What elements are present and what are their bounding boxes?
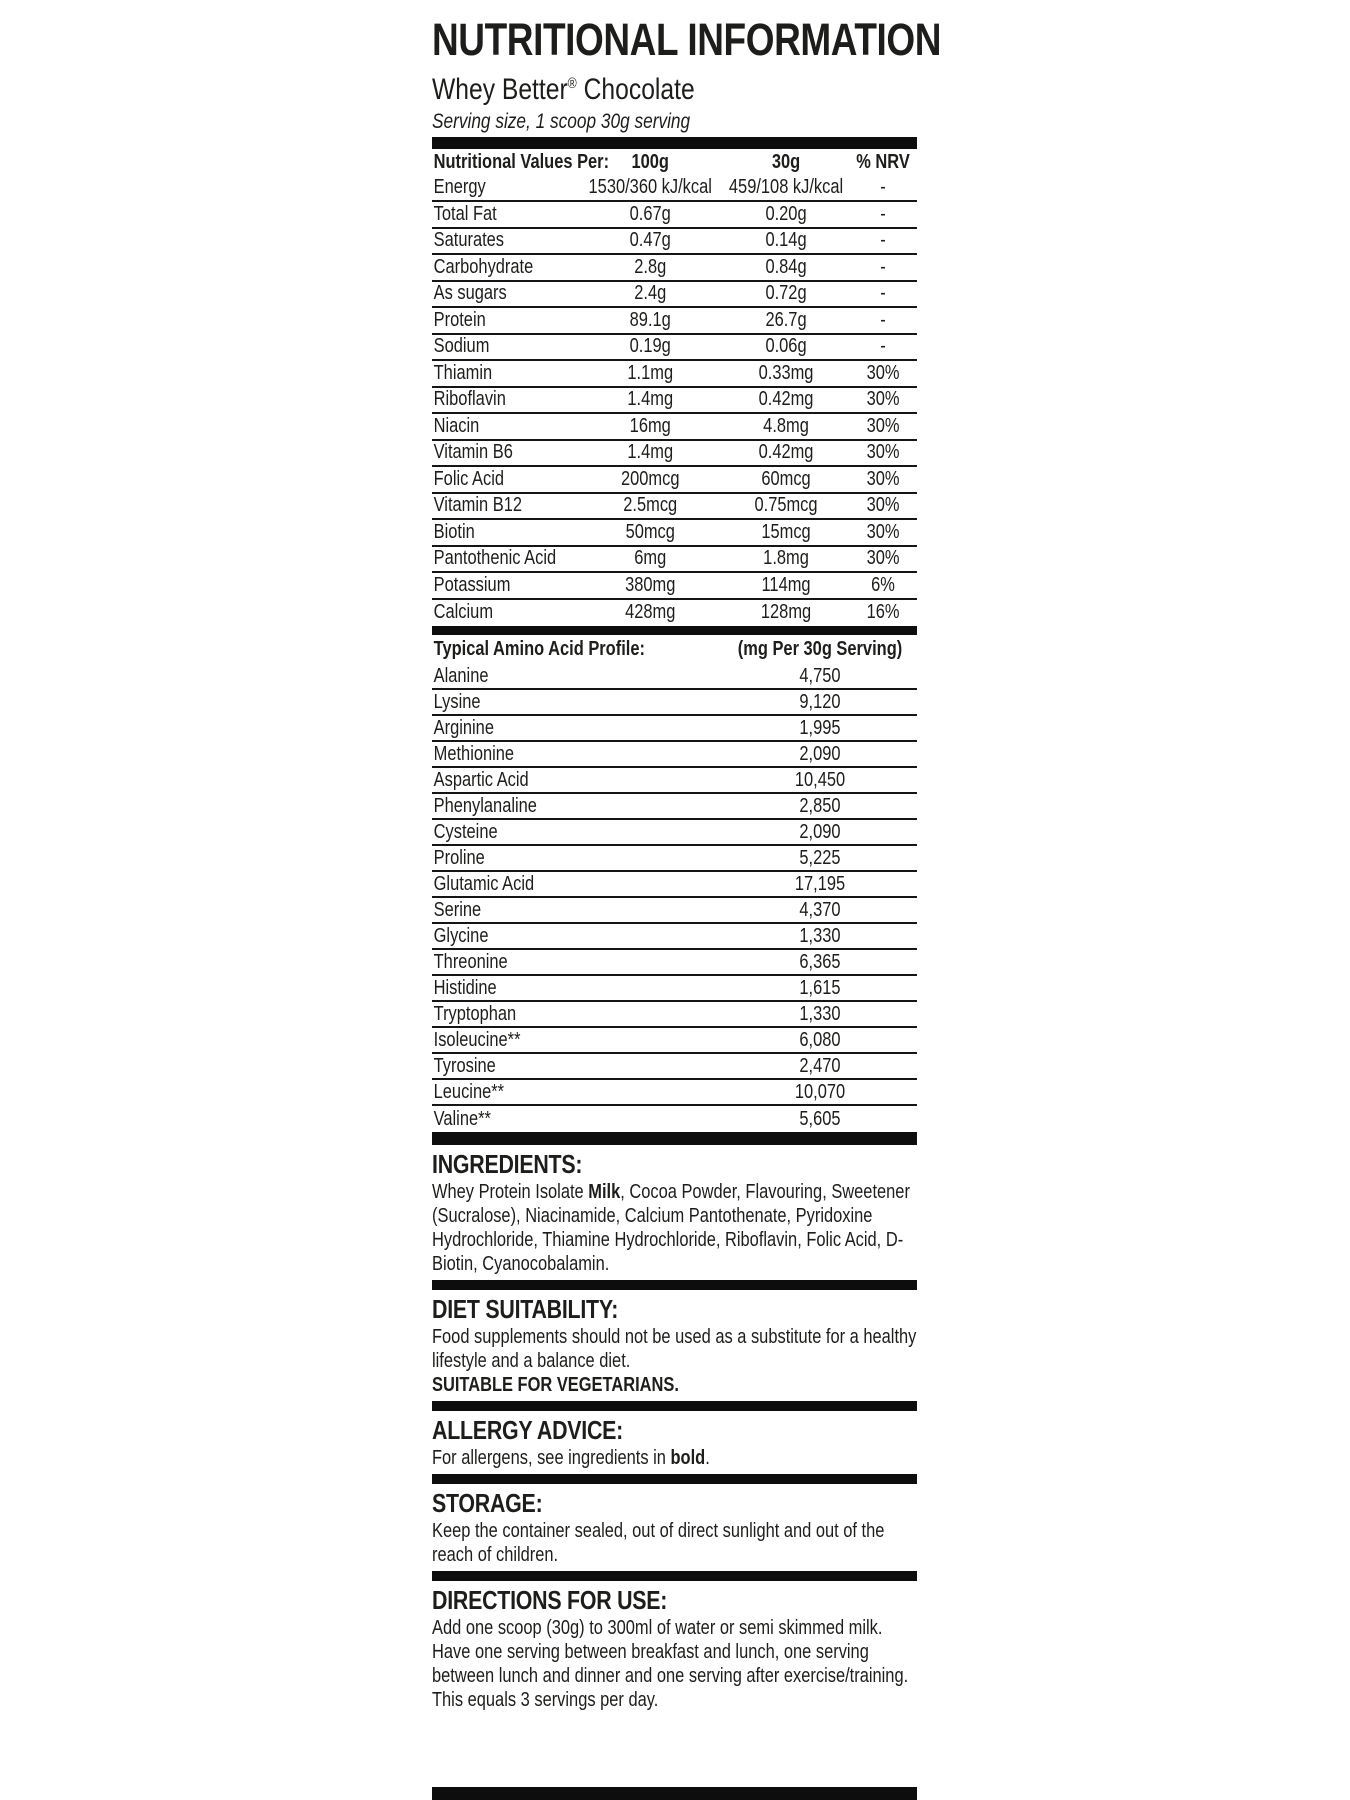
divider-bar (432, 1401, 917, 1411)
amino-acid-table (432, 635, 917, 1132)
amino-acid-row (432, 1028, 917, 1054)
per-30g-value: 60mcg (761, 467, 811, 490)
amino-acid-value: 1,330 (799, 924, 841, 947)
nrv-value: 30% (866, 441, 900, 464)
nutrition-table-rows (432, 176, 917, 627)
nutrient-label: Folic Acid (433, 467, 505, 490)
amino-acid-label: Tryptophan (433, 1002, 517, 1025)
per-30g-value: 128mg (760, 601, 812, 624)
amino-acid-value: 6,365 (799, 950, 841, 973)
per-100g-value: 89.1g (629, 308, 671, 331)
divider-bar (432, 1280, 917, 1290)
registered-mark: ® (567, 75, 577, 92)
nutrient-label: As sugars (433, 282, 507, 305)
nrv-value: - (880, 229, 886, 252)
allergy-bold-word: bold (670, 1447, 706, 1469)
nutrition-row (432, 176, 917, 203)
amino-acid-row (432, 742, 917, 768)
amino-header-label: Typical Amino Acid Profile: (433, 638, 645, 660)
nutrition-table (432, 149, 917, 626)
per-100g-value: 200mcg (620, 467, 680, 490)
amino-acid-row (432, 924, 917, 950)
nutrient-label: Vitamin B6 (433, 441, 513, 464)
nutrition-row (432, 282, 917, 309)
nrv-value: 30% (866, 467, 900, 490)
nutrient-label: Carbohydrate (433, 255, 534, 278)
allergen-bold: Milk (588, 1181, 621, 1203)
per-30g-value: 0.84g (765, 255, 807, 278)
per-30g-value: 0.06g (765, 335, 807, 358)
allergy-text-before: For allergens, see ingredients in (432, 1447, 671, 1469)
nrv-value: 30% (866, 414, 900, 437)
amino-table-rows (432, 664, 917, 1132)
nutrient-label: Pantothenic Acid (433, 547, 557, 570)
nrv-value: 30% (866, 361, 900, 384)
amino-acid-label: Valine** (433, 1107, 491, 1130)
amino-acid-row (432, 820, 917, 846)
per-30g-value: 0.14g (765, 229, 807, 252)
serving-size-note: Serving size, 1 scoop 30g serving (432, 110, 691, 133)
nutrition-row (432, 494, 917, 521)
per-100g-value: 1530/360 kJ/kcal (588, 176, 712, 199)
per-100g-value: 0.19g (629, 335, 671, 358)
storage-text: Keep the container sealed, out of direct sunlight and out of the reach of children. (432, 1520, 885, 1566)
divider-bar (432, 1474, 917, 1484)
allergy-text-after: . (705, 1447, 710, 1469)
amino-acid-label: Threonine (433, 950, 508, 973)
amino-acid-row (432, 976, 917, 1002)
nutrition-row (432, 414, 917, 441)
amino-acid-label: Cysteine (433, 820, 498, 843)
amino-acid-value: 4,750 (799, 664, 841, 687)
nutrient-label: Biotin (433, 520, 475, 543)
amino-table-header (432, 635, 917, 664)
per-100g-value: 2.8g (634, 255, 667, 278)
nutrient-label: Sodium (433, 335, 490, 358)
nrv-value: - (880, 308, 886, 331)
allergy-advice-heading: ALLERGY ADVICE: (432, 1415, 624, 1445)
divider-bar (432, 1571, 917, 1581)
divider-bar (432, 137, 917, 149)
amino-acid-value: 5,225 (799, 846, 841, 869)
amino-acid-row (432, 768, 917, 794)
amino-acid-label: Alanine (433, 664, 489, 687)
nutrition-label (432, 0, 942, 1712)
per-100g-value: 2.5mcg (623, 494, 678, 517)
nutrient-label: Protein (433, 308, 486, 331)
amino-acid-row (432, 716, 917, 742)
amino-acid-row (432, 1106, 917, 1132)
amino-acid-label: Histidine (433, 976, 497, 999)
nutrient-label: Total Fat (433, 202, 497, 225)
per-30g-value: 0.33mg (758, 361, 814, 384)
amino-acid-label: Methionine (433, 742, 515, 765)
ingredients-after-allergen: , Cocoa Powder, Flavouring, Sweetener (Sucralose), Niacinamide, Calcium Pantothenate, Pyridoxine Hydrochloride, Thiamine Hydrochloride, Riboflavin, Folic Acid, D-Biotin, Cyanocobalamin. (432, 1181, 910, 1275)
ingredients-heading: INGREDIENTS: (432, 1149, 583, 1179)
per-30g-value: 0.20g (765, 202, 807, 225)
nrv-value: - (880, 255, 886, 278)
column-header-30g: 30g (771, 150, 801, 173)
amino-acid-label: Leucine** (433, 1080, 505, 1103)
per-100g-value: 0.47g (629, 229, 671, 252)
amino-acid-label: Tyrosine (433, 1054, 496, 1077)
storage-heading: STORAGE: (432, 1488, 543, 1518)
amino-acid-label: Phenylanaline (433, 794, 537, 817)
per-100g-value: 1.4mg (627, 441, 674, 464)
per-100g-value: 1.4mg (627, 388, 674, 411)
nutrition-row (432, 335, 917, 362)
amino-acid-row (432, 846, 917, 872)
page-title: NUTRITIONAL INFORMATION (432, 14, 942, 65)
amino-acid-value: 5,605 (799, 1107, 841, 1130)
amino-acid-row (432, 690, 917, 716)
per-100g-value: 428mg (625, 601, 676, 624)
nutrition-row (432, 520, 917, 547)
amino-acid-row (432, 898, 917, 924)
amino-acid-label: Glycine (433, 924, 489, 947)
amino-acid-label: Serine (433, 898, 482, 921)
amino-acid-value: 4,370 (799, 898, 841, 921)
nutrient-label: Potassium (433, 573, 511, 596)
column-header-label: Nutritional Values Per: (433, 150, 610, 173)
amino-acid-value: 10,070 (794, 1080, 846, 1103)
per-30g-value: 459/108 kJ/kcal (728, 176, 844, 199)
nutrient-label: Thiamin (433, 361, 493, 384)
nutrition-row (432, 600, 917, 627)
column-header-nrv: % NRV (856, 150, 910, 173)
nutrient-label: Niacin (433, 414, 480, 437)
nutrition-row (432, 255, 917, 282)
divider-bar (432, 626, 917, 635)
nutrition-row (432, 467, 917, 494)
amino-acid-label: Aspartic Acid (433, 768, 529, 791)
diet-suitability-heading: DIET SUITABILITY: (432, 1294, 619, 1324)
amino-acid-value: 10,450 (794, 768, 846, 791)
per-30g-value: 26.7g (765, 308, 807, 331)
nrv-value: 30% (866, 547, 900, 570)
amino-acid-row (432, 794, 917, 820)
product-flavour: Chocolate (576, 73, 695, 106)
nrv-value: 30% (866, 494, 900, 517)
nrv-value: - (880, 202, 886, 225)
amino-acid-label: Arginine (433, 716, 494, 739)
nutrition-row (432, 308, 917, 335)
allergy-advice-text (432, 1446, 917, 1470)
per-30g-value: 4.8mg (763, 414, 809, 437)
nutrient-label: Saturates (433, 229, 505, 252)
nrv-value: 16% (866, 601, 900, 624)
nutrient-label: Energy (433, 176, 486, 199)
nutrition-row (432, 229, 917, 256)
amino-acid-label: Lysine (433, 690, 481, 713)
amino-acid-label: Glutamic Acid (433, 872, 535, 895)
per-100g-value: 380mg (625, 573, 676, 596)
ingredients-before-allergen: Whey Protein Isolate (432, 1181, 589, 1203)
ingredients-text (432, 1180, 917, 1276)
nutrient-label: Riboflavin (433, 388, 506, 411)
diet-suitability-text: Food supplements should not be used as a substitute for a healthy lifestyle and a balance diet. (432, 1326, 917, 1372)
amino-acid-label: Proline (433, 846, 485, 869)
amino-acid-value: 2,850 (799, 794, 841, 817)
amino-acid-label: Isoleucine** (433, 1028, 521, 1051)
per-30g-value: 0.75mcg (754, 494, 818, 517)
nutrition-table-header (432, 149, 917, 176)
nutrition-row (432, 573, 917, 600)
amino-acid-value: 2,090 (799, 820, 841, 843)
nutrition-row (432, 388, 917, 415)
directions-heading: DIRECTIONS FOR USE: (432, 1585, 668, 1615)
amino-acid-row (432, 1002, 917, 1028)
per-100g-value: 1.1mg (627, 361, 674, 384)
nutrition-row (432, 441, 917, 468)
amino-acid-value: 17,195 (794, 872, 846, 895)
per-30g-value: 114mg (761, 573, 811, 596)
nutrition-row (432, 202, 917, 229)
nrv-value: - (880, 282, 886, 305)
amino-acid-row (432, 664, 917, 690)
bottom-divider-bar (432, 1787, 917, 1800)
nrv-value: 30% (866, 388, 900, 411)
amino-acid-value: 2,090 (799, 742, 841, 765)
per-30g-value: 15mcg (761, 520, 811, 543)
nutrition-row (432, 547, 917, 574)
per-100g-value: 16mg (629, 414, 671, 437)
amino-acid-value: 1,615 (799, 976, 841, 999)
product-subtitle (432, 66, 917, 108)
amino-acid-row (432, 1080, 917, 1106)
amino-acid-row (432, 1054, 917, 1080)
amino-header-unit: (mg Per 30g Serving) (737, 638, 903, 660)
amino-acid-value: 1,995 (799, 716, 841, 739)
amino-acid-row (432, 950, 917, 976)
nrv-value: 6% (871, 573, 895, 596)
per-30g-value: 0.72g (765, 282, 807, 305)
amino-acid-value: 9,120 (799, 690, 841, 713)
amino-acid-value: 2,470 (799, 1054, 841, 1077)
nutrition-row (432, 361, 917, 388)
per-100g-value: 0.67g (629, 202, 671, 225)
nrv-value: - (880, 176, 886, 199)
nrv-value: - (880, 335, 886, 358)
directions-text: Add one scoop (30g) to 300ml of water or semi skimmed milk. Have one serving between breakfast and lunch, one serving between lunch and dinner and one serving after exercise/training. This equals 3 servings per day. (432, 1617, 909, 1711)
amino-acid-value: 1,330 (799, 1002, 841, 1025)
vegetarian-note: SUITABLE FOR VEGETARIANS. (432, 1374, 679, 1396)
product-name: Whey Better (432, 73, 568, 106)
per-100g-value: 2.4g (634, 282, 667, 305)
per-30g-value: 0.42mg (758, 388, 814, 411)
per-30g-value: 1.8mg (763, 547, 809, 570)
column-header-100g: 100g (631, 150, 669, 173)
divider-bar (432, 1132, 917, 1145)
per-30g-value: 0.42mg (758, 441, 814, 464)
nutrient-label: Calcium (433, 601, 494, 624)
per-100g-value: 6mg (634, 547, 667, 570)
per-100g-value: 50mcg (625, 520, 675, 543)
nutrient-label: Vitamin B12 (433, 494, 522, 517)
amino-acid-value: 6,080 (799, 1028, 841, 1051)
nrv-value: 30% (866, 520, 900, 543)
amino-acid-row (432, 872, 917, 898)
